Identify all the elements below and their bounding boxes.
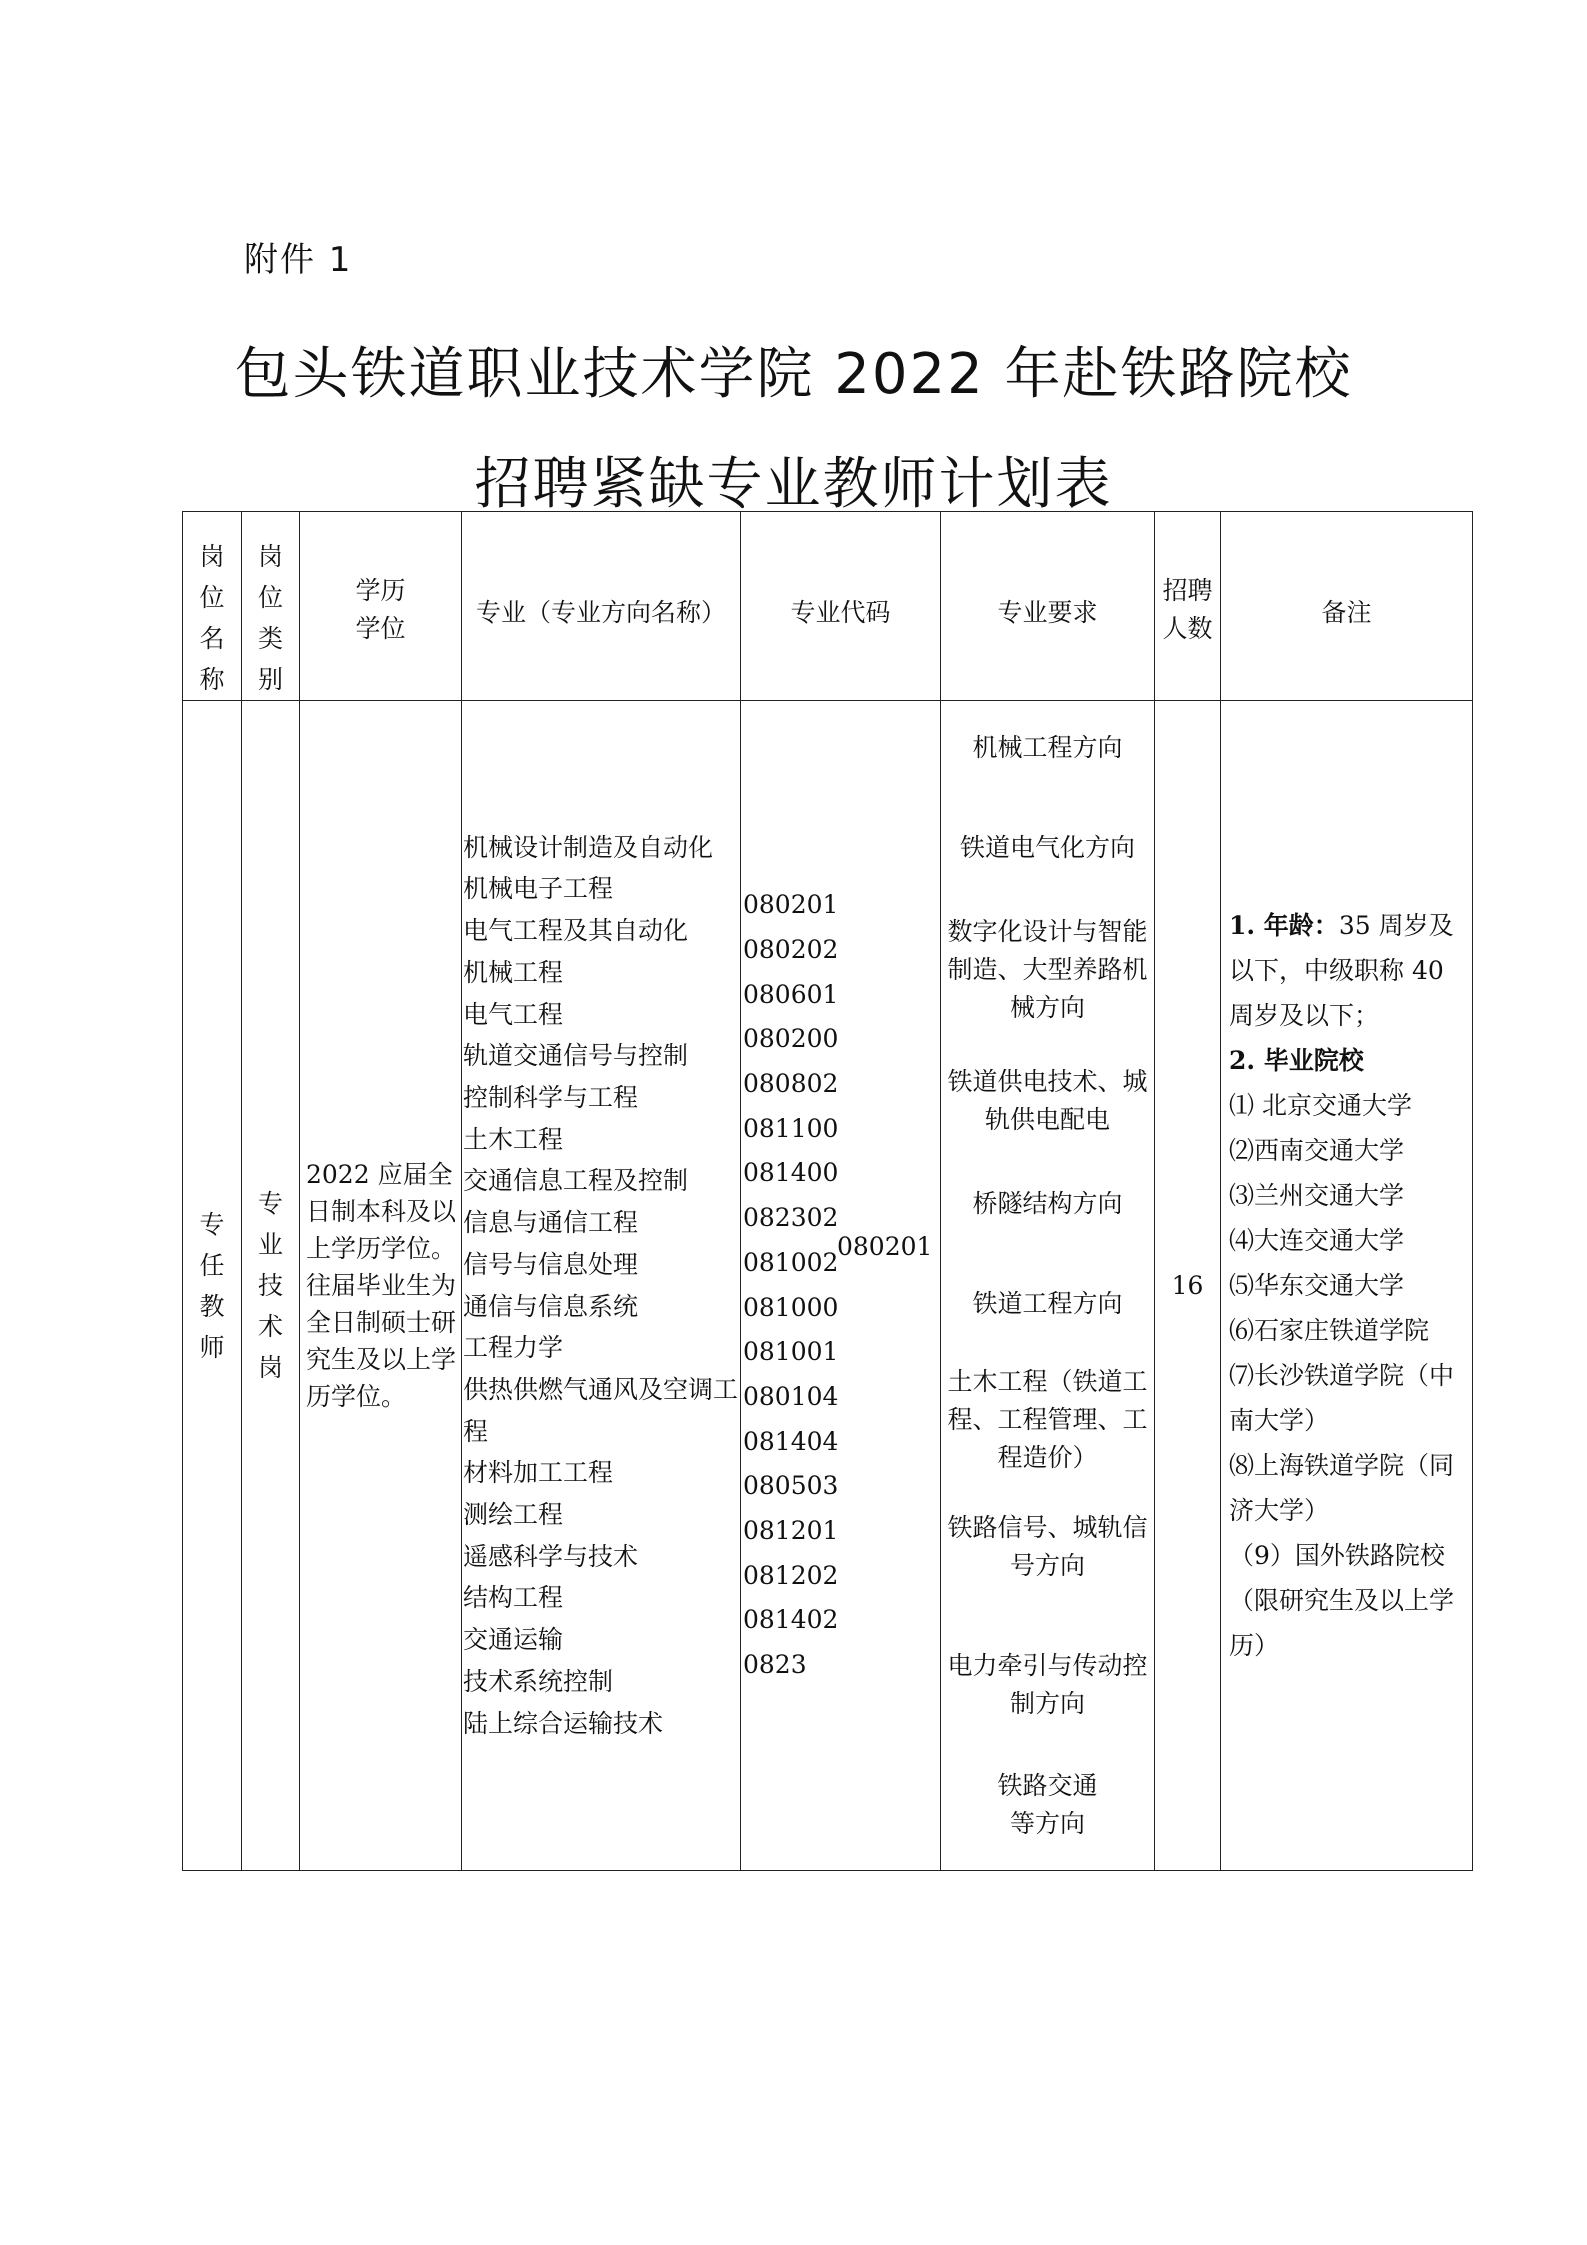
code-item: 081404: [743, 1426, 839, 1456]
school-item: ⑴ 北京交通大学: [1229, 1091, 1412, 1120]
major-item: 陆上综合运输技术: [463, 1708, 664, 1738]
major-item: 技术系统控制: [463, 1666, 614, 1696]
requirement-item: 土木工程（铁道工程、工程管理、工程造价）: [947, 1366, 1148, 1472]
code-item: 081100: [743, 1113, 839, 1143]
table-header-row: [183, 512, 1473, 701]
major-item: 电气工程及其自动化: [463, 916, 689, 946]
major-item: 机械设计制造及自动化: [463, 832, 714, 862]
header-education: 学历 学位: [300, 512, 462, 701]
school-item: ⑵西南交通大学: [1229, 1136, 1405, 1165]
requirement-item: 机械工程方向: [972, 732, 1123, 762]
code-item: 081002: [743, 1247, 839, 1277]
requirement-item: 电力牵引与传动控制方向: [947, 1650, 1148, 1718]
code-item: 081402: [743, 1605, 839, 1635]
requirement-item: 铁道供电技术、城轨供电配电: [947, 1066, 1148, 1134]
header-post-name: 岗位名称: [183, 512, 242, 701]
major-item: 机械工程: [463, 957, 564, 987]
requirement-item: 铁路信号、城轨信号方向: [947, 1512, 1148, 1580]
school-item: ⑺长沙铁道学院（中南大学）: [1229, 1361, 1455, 1435]
school-item: ⑻上海铁道学院（同济大学）: [1229, 1451, 1455, 1525]
code-item: 081201: [743, 1516, 839, 1546]
requirement-item: 铁道工程方向: [972, 1288, 1123, 1318]
code-item: 080503: [743, 1471, 839, 1501]
major-item: 工程力学: [463, 1333, 564, 1363]
major-item: 遥感科学与技术: [463, 1541, 639, 1571]
requirement-item: 铁道电气化方向: [959, 832, 1135, 862]
attachment-label: 附件 1: [244, 240, 353, 280]
school-item: ⑸华东交通大学: [1229, 1271, 1405, 1300]
age-text: 35 周岁及以下，中级职称 40 周岁及以下；: [1229, 911, 1454, 1030]
cell-education: [300, 701, 462, 1871]
header-requirements: 专业要求: [941, 512, 1155, 701]
cell-headcount: 16: [1155, 701, 1221, 1871]
header-major: 专业（专业方向名称）: [462, 512, 741, 701]
major-item: 土木工程: [463, 1124, 564, 1154]
page-title-line1: 包头铁道职业技术学院 2022 年赴铁路院校: [234, 342, 1353, 407]
code-item: 080601: [743, 979, 839, 1009]
education-item: 往届毕业生为全日制硕士研究生及以上学历学位。: [306, 1271, 457, 1411]
major-item: 电气工程: [463, 999, 564, 1029]
school-item: ⑷大连交通大学: [1229, 1226, 1405, 1255]
code-item: 0823: [743, 1650, 807, 1680]
requirement-item: 桥隧结构方向: [972, 1188, 1123, 1218]
recruitment-table: [182, 511, 1473, 1871]
major-item: 材料加工工程: [463, 1458, 614, 1488]
major-item: 交通信息工程及控制: [463, 1166, 689, 1196]
page-title-line2: 招聘紧缺专业教师计划表: [474, 452, 1113, 517]
major-item: 通信与信息系统: [463, 1291, 639, 1321]
code-item: 080802: [743, 1068, 839, 1098]
school-label: 2. 毕业院校: [1229, 1046, 1364, 1075]
major-item: 信息与通信工程: [463, 1208, 639, 1238]
cell-major-codes: [741, 701, 941, 1871]
cell-post-type: 专业技术岗: [242, 701, 300, 1871]
major-item: 信号与信息处理: [463, 1249, 639, 1279]
school-item: （9）国外铁路院校（限研究生及以上学历）: [1229, 1541, 1455, 1660]
cell-requirements: [941, 701, 1155, 1871]
code-item: 081000: [743, 1292, 839, 1322]
header-remarks: 备注: [1221, 512, 1473, 701]
code-item: 080201: [743, 890, 839, 920]
code-item: 081001: [743, 1337, 839, 1367]
age-label: 1. 年龄：: [1229, 911, 1339, 940]
cell-remarks: [1221, 701, 1473, 1871]
education-item: 2022 应届全日制本科及以上学历学位。: [306, 1160, 457, 1263]
header-post-type: 岗位类别: [242, 512, 300, 701]
code-item: 081400: [743, 1158, 839, 1188]
header-headcount: 招聘 人数: [1155, 512, 1221, 701]
code-item: 081202: [743, 1560, 839, 1590]
cell-post-name: 专任教师: [183, 701, 242, 1871]
header-major-code: 专业代码: [741, 512, 941, 701]
major-item: 机械电子工程: [463, 874, 614, 904]
major-item: 控制科学与工程: [463, 1082, 639, 1112]
code-item: 080104: [743, 1381, 839, 1411]
requirement-item: 数字化设计与智能制造、大型养路机械方向: [947, 916, 1148, 1022]
major-item: 供热供燃气通风及空调工程: [463, 1374, 739, 1446]
table-row: [183, 701, 1473, 1871]
cell-majors: [462, 701, 741, 1871]
major-item: 轨道交通信号与控制: [463, 1041, 689, 1071]
school-item: ⑹石家庄铁道学院: [1229, 1316, 1430, 1345]
code-extra: 080201: [837, 1232, 933, 1261]
requirement-item: 铁路交通等方向: [997, 1770, 1098, 1838]
school-item: ⑶兰州交通大学: [1229, 1181, 1405, 1210]
remark-age: [1229, 903, 1468, 1038]
code-item: 080202: [743, 934, 839, 964]
major-item: 测绘工程: [463, 1500, 564, 1530]
major-item: 交通运输: [463, 1625, 564, 1655]
code-item: 080200: [743, 1024, 839, 1054]
code-item: 082302: [743, 1203, 839, 1233]
major-item: 结构工程: [463, 1583, 564, 1613]
